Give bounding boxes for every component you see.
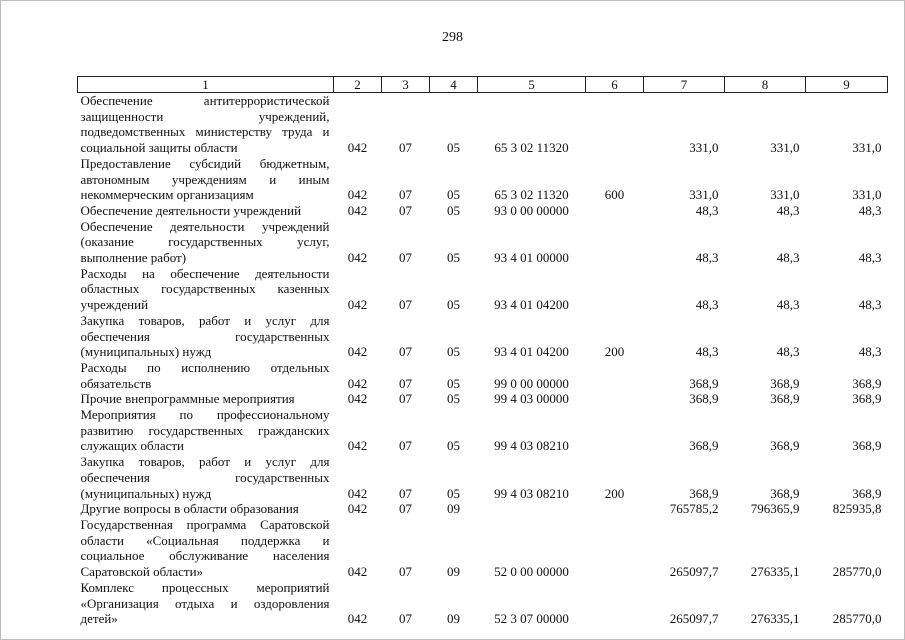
- row-value-1: 48,3: [695, 297, 719, 313]
- row-value-3: 48,3: [858, 297, 882, 313]
- row-subsection: 05: [447, 297, 460, 313]
- row-target-code: 65 3 02 11320: [494, 140, 569, 156]
- row-ved: 042: [347, 611, 368, 627]
- row-ved: 042: [347, 564, 368, 580]
- row-name: Другие вопросы в области образования: [80, 501, 299, 517]
- row-value-3: 48,3: [858, 344, 882, 360]
- row-value-2: 368,9: [770, 375, 800, 391]
- row-name: Закупка товаров, работ и услуг для обеспечения государственных (муниципальных) нужд: [80, 454, 330, 501]
- row-value-3: 368,9: [852, 375, 882, 391]
- column-header-8: 8: [725, 77, 806, 93]
- row-value-3: 331,0: [852, 140, 882, 156]
- row-value-1: 48,3: [695, 202, 719, 218]
- row-expense-type: [586, 93, 644, 156]
- row-section: 07: [399, 485, 412, 501]
- row-expense-type: [586, 266, 644, 313]
- row-value-3: 825935,8: [832, 501, 882, 517]
- row-value-2: 331,0: [770, 187, 800, 203]
- row-value-2: 796365,9: [750, 501, 800, 517]
- table-row: [78, 407, 888, 454]
- row-section: 07: [399, 297, 412, 313]
- row-expense-type: [586, 391, 644, 407]
- row-value-2: 331,0: [770, 140, 800, 156]
- row-value-3: 285770,0: [832, 611, 882, 627]
- row-target-code: 52 0 00 00000: [494, 564, 569, 580]
- page-number: 298: [442, 30, 463, 45]
- row-value-1: 368,9: [689, 375, 719, 391]
- row-ved: 042: [347, 438, 368, 454]
- row-ved: 042: [347, 250, 368, 266]
- row-expense-type: [586, 517, 644, 580]
- table-row: [78, 203, 888, 219]
- row-expense-type: [586, 580, 644, 627]
- row-value-1: 331,0: [689, 187, 719, 203]
- row-value-1: 265097,7: [669, 611, 719, 627]
- row-expense-type: 600: [604, 187, 625, 203]
- row-section: 07: [399, 611, 412, 627]
- row-section: 07: [399, 344, 412, 360]
- table-row: [78, 313, 888, 360]
- row-expense-type: [586, 219, 644, 266]
- row-section: 07: [399, 375, 412, 391]
- budget-table: [77, 76, 888, 627]
- row-ved: 042: [347, 187, 368, 203]
- row-target-code: 65 3 02 11320: [494, 187, 569, 203]
- row-value-1: 368,9: [689, 438, 719, 454]
- row-name: Обеспечение деятельности учреждений (оказание государственных услуг, выполнение работ): [80, 218, 330, 266]
- row-subsection: 05: [447, 344, 460, 360]
- table-row: [78, 391, 888, 407]
- row-section: 07: [399, 250, 412, 266]
- row-value-2: 368,9: [770, 391, 800, 407]
- row-name: Мероприятия по профессиональному развитию государственных гражданских служащих области: [80, 407, 330, 454]
- row-target-code: 99 0 00 00000: [494, 375, 569, 391]
- row-expense-type: [586, 407, 644, 454]
- table-row: [78, 219, 888, 266]
- row-subsection: 05: [447, 391, 460, 407]
- row-ved: 042: [347, 485, 368, 501]
- column-header-9: 9: [806, 77, 888, 93]
- row-target-code: [478, 501, 586, 517]
- row-subsection: 05: [447, 485, 460, 501]
- row-name: Обеспечение деятельности учреждений: [80, 202, 302, 218]
- row-value-2: 48,3: [776, 297, 800, 313]
- column-header-4: 4: [430, 77, 478, 93]
- row-value-1: 48,3: [695, 250, 719, 266]
- row-value-1: 331,0: [689, 140, 719, 156]
- column-header-7: 7: [644, 77, 725, 93]
- row-target-code: 93 4 01 04200: [494, 344, 569, 360]
- row-name: Обеспечение антитеррористической защищенности учреждений, подведомственных министерству труда и социальной защиты области: [80, 93, 330, 156]
- row-value-3: 368,9: [852, 485, 882, 501]
- column-header-5: 5: [478, 77, 586, 93]
- row-expense-type: 200: [604, 485, 625, 501]
- table-row: [78, 501, 888, 517]
- row-value-2: 276335,1: [750, 564, 800, 580]
- row-value-1: 765785,2: [669, 501, 719, 517]
- row-expense-type: [586, 360, 644, 391]
- row-value-2: 48,3: [776, 202, 800, 218]
- column-header-1: 1: [78, 77, 334, 93]
- row-expense-type: 200: [604, 344, 625, 360]
- row-expense-type: [586, 501, 644, 517]
- row-ved: 042: [347, 375, 368, 391]
- row-name: Государственная программа Саратовской области «Социальная поддержка и социальное обслуживание населения Саратовской области»: [80, 516, 330, 580]
- row-value-2: 368,9: [770, 438, 800, 454]
- row-expense-type: [586, 203, 644, 219]
- row-target-code: 52 3 07 00000: [494, 611, 569, 627]
- row-section: 07: [399, 187, 412, 203]
- row-name: Предоставление субсидий бюджетным, автономным учреждениям и иным некоммерческим организациям: [80, 155, 330, 203]
- row-section: 07: [399, 202, 412, 218]
- row-value-3: 48,3: [858, 202, 882, 218]
- row-value-1: 48,3: [695, 344, 719, 360]
- row-name: Комплекс процессных мероприятий «Организация отдыха и оздоровления детей»: [80, 579, 330, 627]
- row-ved: 042: [347, 391, 368, 407]
- row-target-code: 93 4 01 04200: [494, 297, 569, 313]
- table-row: [78, 266, 888, 313]
- row-value-2: 48,3: [776, 250, 800, 266]
- row-subsection: 09: [447, 611, 460, 627]
- row-value-3: 331,0: [852, 187, 882, 203]
- header-row: [78, 77, 888, 93]
- row-ved: 042: [347, 140, 368, 156]
- row-subsection: 05: [447, 187, 460, 203]
- row-value-3: 48,3: [858, 250, 882, 266]
- column-header-6: 6: [586, 77, 644, 93]
- row-ved: 042: [347, 344, 368, 360]
- row-ved: 042: [347, 297, 368, 313]
- row-target-code: 93 4 01 00000: [494, 250, 569, 266]
- row-subsection: 05: [447, 140, 460, 156]
- row-value-3: 368,9: [852, 391, 882, 407]
- row-value-2: 276335,1: [750, 611, 800, 627]
- row-subsection: 05: [447, 250, 460, 266]
- row-name: Закупка товаров, работ и услуг для обеспечения государственных (муниципальных) нужд: [80, 312, 330, 360]
- row-section: 07: [399, 501, 412, 517]
- row-target-code: 99 4 03 00000: [494, 391, 569, 407]
- table-row: [78, 156, 888, 203]
- row-value-1: 368,9: [689, 391, 719, 407]
- row-section: 07: [399, 564, 412, 580]
- row-value-1: 368,9: [689, 485, 719, 501]
- row-subsection: 09: [447, 501, 460, 517]
- column-header-2: 2: [334, 77, 382, 93]
- column-header-3: 3: [382, 77, 430, 93]
- row-section: 07: [399, 140, 412, 156]
- row-value-2: 368,9: [770, 485, 800, 501]
- row-ved: 042: [347, 202, 368, 218]
- table-row: [78, 517, 888, 580]
- table-row: [78, 93, 888, 156]
- row-value-3: 368,9: [852, 438, 882, 454]
- row-name: Прочие внепрограммные мероприятия: [80, 391, 295, 407]
- row-section: 07: [399, 391, 412, 407]
- table-row: [78, 454, 888, 501]
- row-subsection: 05: [447, 438, 460, 454]
- row-ved: 042: [347, 501, 368, 517]
- row-target-code: 99 4 03 08210: [494, 438, 569, 454]
- row-target-code: 93 0 00 00000: [494, 202, 569, 218]
- row-target-code: 99 4 03 08210: [494, 485, 569, 501]
- row-subsection: 09: [447, 564, 460, 580]
- row-name: Расходы по исполнению отдельных обязательств: [80, 359, 330, 391]
- table-row: [78, 580, 888, 627]
- row-subsection: 05: [447, 375, 460, 391]
- row-subsection: 05: [447, 202, 460, 218]
- row-value-2: 48,3: [776, 344, 800, 360]
- table-row: [78, 360, 888, 391]
- row-value-1: 265097,7: [669, 564, 719, 580]
- row-value-3: 285770,0: [832, 564, 882, 580]
- row-name: Расходы на обеспечение деятельности областных государственных казенных учреждений: [80, 265, 330, 313]
- row-section: 07: [399, 438, 412, 454]
